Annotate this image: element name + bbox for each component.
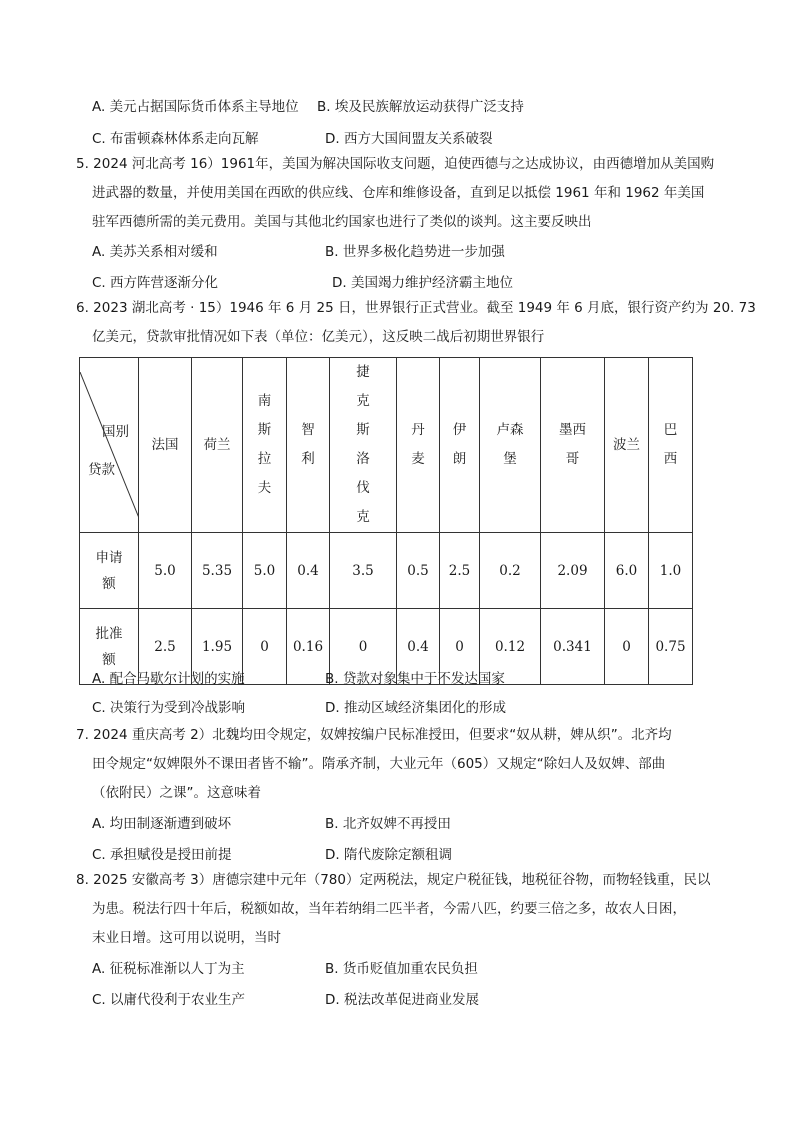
q8-options-row-2 <box>92 988 712 1010</box>
diagonal-line <box>80 372 139 518</box>
table-cell: 0.4 <box>397 609 440 685</box>
row-label-applied: 申请额 <box>80 533 139 609</box>
q8-stem <box>76 866 716 953</box>
table-cell: 5.35 <box>192 533 243 609</box>
table-cell: 5.0 <box>243 533 287 609</box>
loan-table <box>79 357 693 685</box>
table-cell: 0 <box>243 609 287 685</box>
q7-option-b[interactable]: B. 北齐奴婢不再授田 <box>325 816 451 832</box>
q8-option-c[interactable]: C. 以庸代役利于农业生产 <box>92 992 246 1008</box>
country-header: 捷克斯洛伐克 <box>330 358 397 533</box>
q7-option-d[interactable]: D. 隋代废除定额租调 <box>325 847 452 863</box>
q7-stem <box>76 721 716 808</box>
q6-line: 亿美元，贷款审批情况如下表（单位：亿美元），这反映二战后初期世界银行 <box>92 329 545 345</box>
country-header: 荷兰 <box>192 358 243 533</box>
q7-options-row-2 <box>92 843 712 865</box>
table-cell: 3.5 <box>330 533 397 609</box>
table-header-row <box>80 358 693 533</box>
q7-line: 田令规定“奴婢限外不课田者皆不输”。隋承齐制，大业元年（605）又规定“除妇人及奴婢、部曲 <box>92 756 666 772</box>
q7-options-row-1 <box>92 812 712 834</box>
q8-option-d[interactable]: D. 税法改革促进商业发展 <box>325 992 479 1008</box>
q7-line: （依附民）之课”。这意味着 <box>92 785 261 801</box>
country-header: 伊朗 <box>440 358 480 533</box>
q8-option-b[interactable]: B. 货币贬值加重农民负担 <box>325 961 478 977</box>
q6-line: 6. 2023 湖北高考 · 15）1946 年 6 月 25 日，世界银行正式营业。截至 1949 年 6 月底，银行资产约为 20. 73 <box>76 300 756 316</box>
row-label-approved: 批准额 <box>80 609 139 685</box>
q8-line: 末业日增。这可用以说明，当时 <box>92 930 281 946</box>
table-cell: 0.5 <box>397 533 440 609</box>
q5-line: 驻军西德所需的美元费用。美国与其他北约国家也进行了类似的谈判。这主要反映出 <box>92 214 592 230</box>
table-cell: 0.4 <box>287 533 330 609</box>
country-header: 南斯拉夫 <box>243 358 287 533</box>
q6-option-d[interactable]: D. 推动区域经济集团化的形成 <box>325 700 506 716</box>
q6-option-a[interactable]: A. 配合马歇尔计划的实施 <box>92 671 245 687</box>
table-cell: 2.5 <box>440 533 480 609</box>
q8-line: 为患。税法行四十年后，税额如故，当年若纳绢二匹半者，今需八匹，约要三倍之多，故农人日困， <box>92 901 686 917</box>
q6-stem <box>76 294 756 352</box>
table-cell: 1.0 <box>649 533 693 609</box>
table-cell: 0.12 <box>480 609 541 685</box>
q6-options-row-1 <box>92 667 712 689</box>
q6-options-row-2 <box>92 696 712 718</box>
q5-line: 5. 2024 河北高考 16）1961年，美国为解决国际收支问题，迫使西德与之达成协议，由西德增加从美国购 <box>76 156 715 172</box>
table-corner-cell <box>80 358 139 533</box>
table-cell: 6.0 <box>605 533 649 609</box>
table-cell: 2.09 <box>541 533 605 609</box>
table-cell: 0 <box>330 609 397 685</box>
table-row <box>80 533 693 609</box>
country-header: 卢森堡 <box>480 358 541 533</box>
q8-line: 8. 2025 安徽高考 3）唐德宗建中元年（780）定两税法，规定户税征钱，地税征谷物，而物轻钱重，民以 <box>76 872 711 888</box>
table-cell: 0.75 <box>649 609 693 685</box>
q5-option-c[interactable]: C. 西方阵营逐渐分化 <box>92 275 219 291</box>
q4-option-c[interactable]: C. 布雷顿森林体系走向瓦解 <box>92 131 259 147</box>
corner-label-loan: 贷款 <box>88 462 115 478</box>
country-header: 巴西 <box>649 358 693 533</box>
q4-option-a[interactable]: A. 美元占据国际货币体系主导地位 <box>92 99 299 115</box>
country-header: 波兰 <box>605 358 649 533</box>
q4-options-row-2 <box>92 127 712 149</box>
q4-option-d[interactable]: D. 西方大国间盟友关系破裂 <box>325 131 493 147</box>
q5-options-row-2 <box>92 271 712 293</box>
table-cell: 2.5 <box>139 609 192 685</box>
q4-option-b[interactable]: B. 埃及民族解放运动获得广泛支持 <box>317 99 524 115</box>
q5-stem <box>76 150 716 237</box>
q8-option-a[interactable]: A. 征税标准渐以人丁为主 <box>92 961 245 977</box>
country-header: 丹麦 <box>397 358 440 533</box>
table-cell: 0.16 <box>287 609 330 685</box>
q8-options-row-1 <box>92 957 712 979</box>
q5-line: 进武器的数量，并使用美国在西欧的供应线、仓库和维修设备，直到足以抵偿 1961 年和 1962 年美国 <box>92 185 705 201</box>
country-header: 法国 <box>139 358 192 533</box>
country-header: 智利 <box>287 358 330 533</box>
q5-option-d[interactable]: D. 美国竭力维护经济霸主地位 <box>332 275 513 291</box>
corner-label-country: 国别 <box>102 424 129 440</box>
q5-option-b[interactable]: B. 世界多极化趋势进一步加强 <box>325 244 505 260</box>
q4-options-row-1 <box>92 95 712 117</box>
q5-option-a[interactable]: A. 美苏关系相对缓和 <box>92 244 218 260</box>
table-cell: 1.95 <box>192 609 243 685</box>
table-cell: 5.0 <box>139 533 192 609</box>
q7-option-c[interactable]: C. 承担赋役是授田前提 <box>92 847 232 863</box>
q5-options-row-1 <box>92 240 712 262</box>
table-cell: 0.2 <box>480 533 541 609</box>
q6-option-c[interactable]: C. 决策行为受到冷战影响 <box>92 700 246 716</box>
q7-line: 7. 2024 重庆高考 2）北魏均田令规定，奴婢按编户民标准授田，但要求“奴从耕，婢从织”。北齐均 <box>76 727 672 743</box>
q7-option-a[interactable]: A. 均田制逐渐遭到破坏 <box>92 816 232 832</box>
table-cell: 0.341 <box>541 609 605 685</box>
table-cell: 0 <box>440 609 480 685</box>
country-header: 墨西哥 <box>541 358 605 533</box>
q6-option-b[interactable]: B. 贷款对象集中于不发达国家 <box>325 671 505 687</box>
table-cell: 0 <box>605 609 649 685</box>
